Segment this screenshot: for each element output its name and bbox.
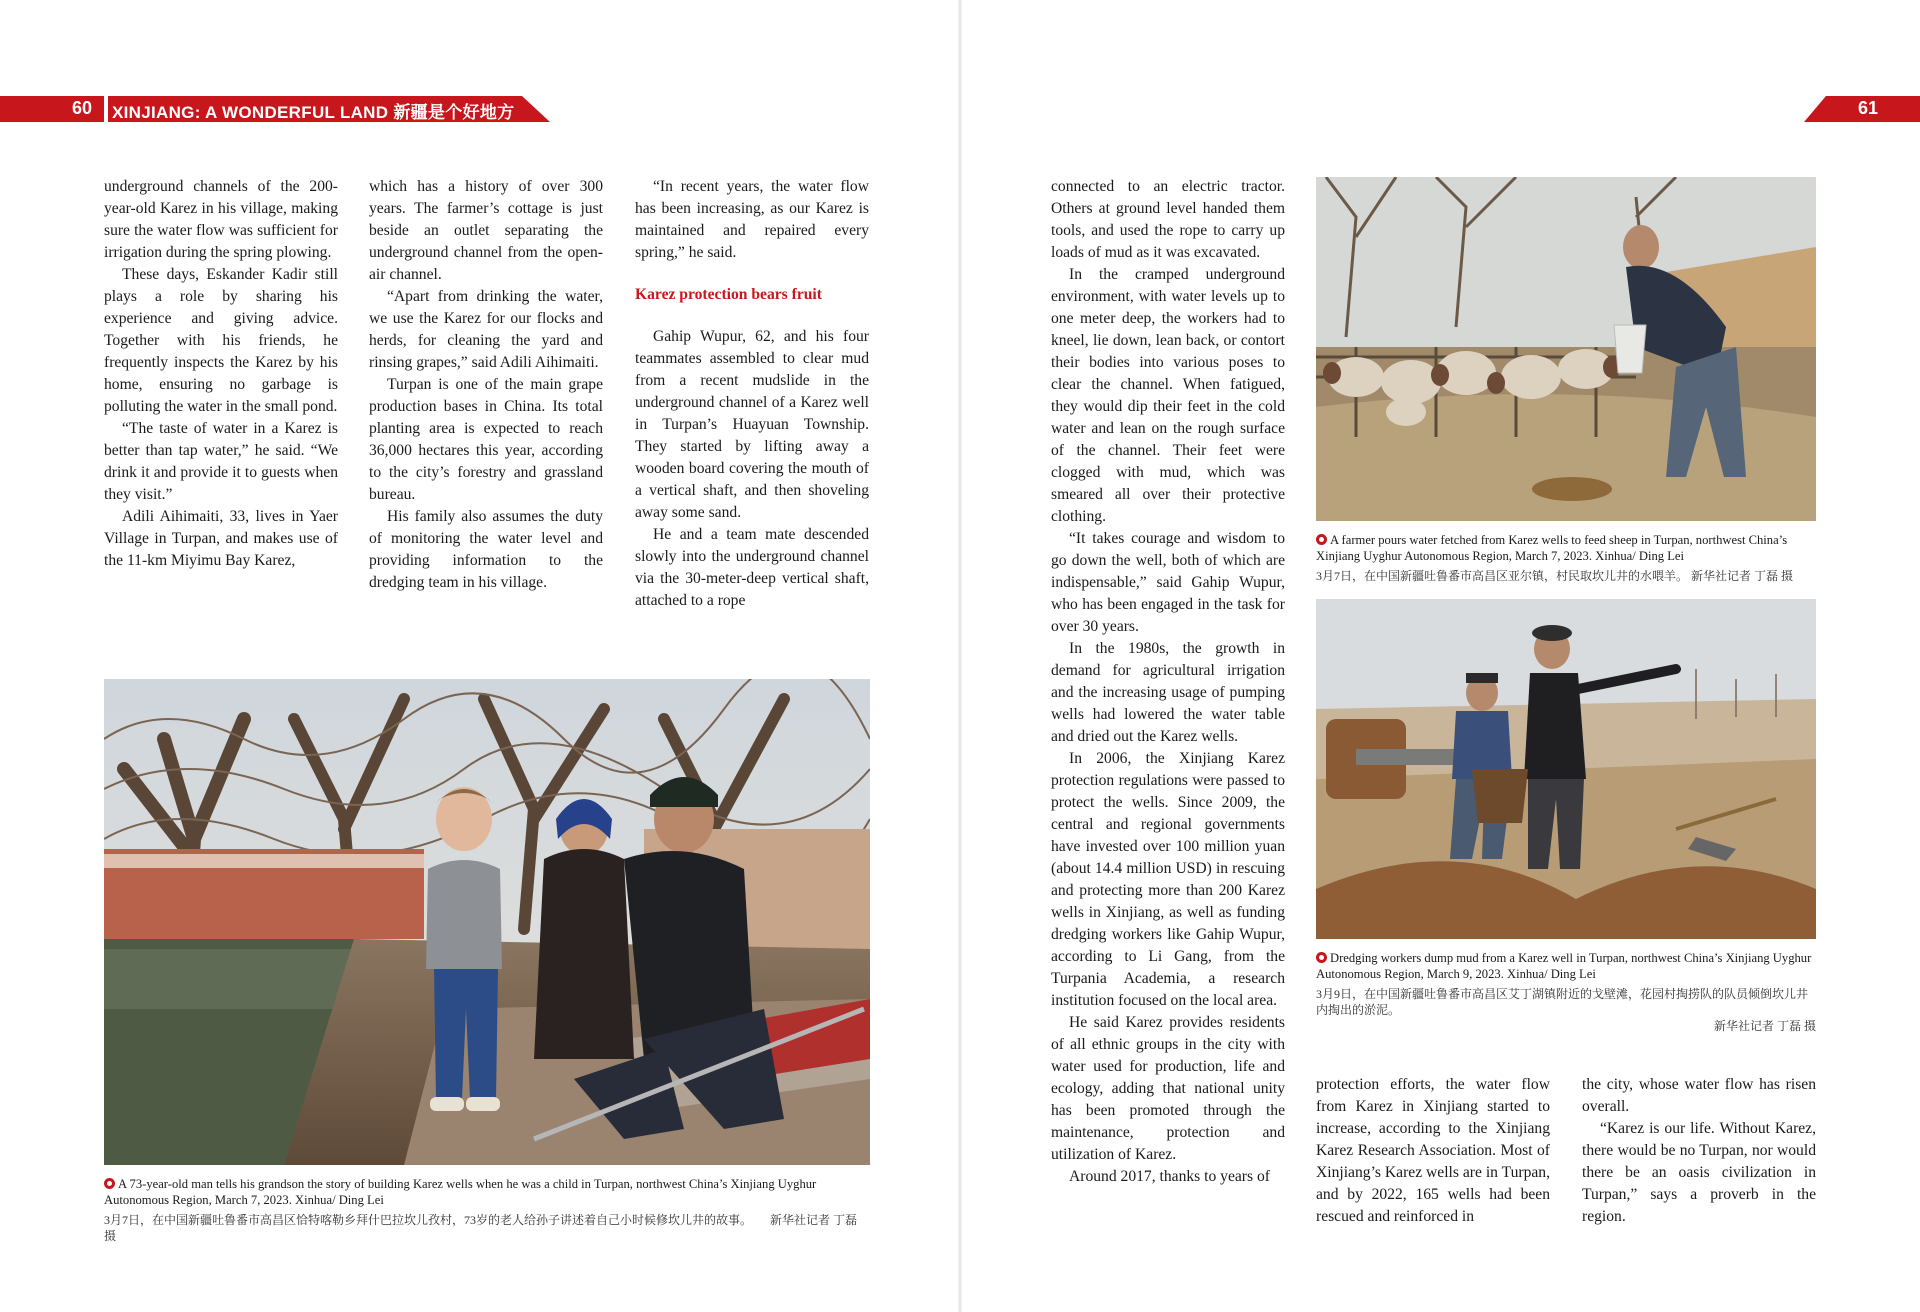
caption-credit: 新华社记者 丁磊 摄 [1713, 1019, 1816, 1033]
paragraph: Turpan is one of the main grape production bases in China. Its total planting area is expected to reach 36,000 hectares this year, according to the city’s forestry and grassland bureau. [369, 376, 603, 503]
paragraph: underground channels of the 200-year-old Karez in his village, making sure the water flow was sufficient for irrigation during the spring plowing. [104, 178, 338, 261]
paragraph: Adili Aihimaiti, 33, lives in Yaer Village in Turpan, and makes use of the 11-km Miyimu Bay Karez, [104, 508, 338, 569]
xinhua-logo-icon [1316, 534, 1327, 545]
paragraph: Around 2017, thanks to years of [1069, 1168, 1270, 1185]
caption-chinese: 3月7日，在中国新疆吐鲁番市高昌区恰特喀勒乡拜什巴拉坎儿孜村，73岁的老人给孙子讲述着自己小时候修坎儿井的故事。 [104, 1213, 747, 1227]
caption-photo-2 [1316, 532, 1816, 584]
left-page-number: 60 [72, 98, 93, 118]
paragraph: “It takes courage and wisdom to go down the well, both of which are indispensable,” said Gahip Wupur, who has been engaged in the task for over 30 years. [1051, 530, 1285, 635]
xinhua-logo-icon [1316, 952, 1327, 963]
photo-farmer-sheep [1316, 177, 1816, 521]
paragraph: “Apart from drinking the water, we use the Karez for our flocks and herds, for cleaning the yard and rinsing grapes,” said Adili Aihimaiti. [369, 288, 603, 371]
paragraph: He said Karez provides residents of all ethnic groups in the city with water used for production, life and ecology, adding that national unity has been promoted through the maintenance, protection and utilization of Karez. [1051, 1014, 1285, 1163]
paragraph: “Karez is our life. Without Karez, there would be no Turpan, nor would there be an oasis civilization in Turpan,” says a proverb in the region. [1582, 1120, 1816, 1225]
paragraph: In the cramped underground environment, with water levels up to one meter deep, the workers had to kneel, lie down, lean back, or contort their bodies into various poses to clear the channel. When fatigued, they would dip their feet in the cold water and lean on the rough surface of the channel. Their feet were clogged with mud, which was smeared all over their protective clothing. [1051, 266, 1285, 525]
text-column-1 [104, 176, 338, 572]
caption-credit: 新华社记者 丁磊 摄 [104, 1213, 858, 1243]
subheading: Karez protection bears fruit [635, 286, 822, 303]
caption-photo-3 [1316, 950, 1816, 1034]
photo-dredging-workers [1316, 599, 1816, 939]
caption-english: A 73-year-old man tells his grandson the story of building Karez wells when he was a child in Turpan, northwest China’s Xinjiang Uyghur Autonomous Region, March 7, 2023. Xinhua/ Ding Lei [104, 1177, 817, 1207]
right-page-header [1804, 96, 1920, 122]
page-spine [958, 0, 962, 1312]
paragraph: connected to an electric tractor. Others at ground level handed them tools, and used the rope to carry up loads of mud as it was excavated. [1051, 178, 1285, 261]
text-column-6 [1582, 1074, 1816, 1228]
section-title: XINJIANG: A WONDERFUL LAND 新疆是个好地方 [112, 103, 515, 122]
paragraph: He and a team mate descended slowly into the underground channel via the 30-meter-deep vertical shaft, attached to a rope [635, 526, 869, 609]
header-divider [104, 96, 108, 122]
paragraph: “In recent years, the water flow has been increasing, as our Karez is maintained and repaired every spring,” he said. [635, 178, 869, 261]
left-page-header [0, 96, 550, 122]
paragraph: “The taste of water in a Karez is better than tap water,” he said. “We drink it and provide it to guests when they visit.” [104, 420, 338, 503]
paragraph: His family also assumes the duty of monitoring the water level and providing information to the dredging team in his village. [369, 508, 603, 591]
xinhua-logo-icon [104, 1178, 115, 1189]
paragraph: the city, whose water flow has risen overall. [1582, 1076, 1816, 1115]
paragraph: Gahip Wupur, 62, and his four teammates assembled to clear mud from a recent mudslide in the underground channel of a Karez well in Turpan’s Huayuan Township. They started by lifting away a wooden board covering the mouth of a vertical shaft, and then shoveling away some sand. [635, 328, 869, 521]
caption-chinese: 3月9日，在中国新疆吐鲁番市高昌区艾丁湖镇附近的戈壁滩，花园村掏捞队的队员倾倒坎儿井内掏出的淤泥。 [1316, 987, 1809, 1017]
paragraph: In the 1980s, the growth in demand for agricultural irrigation and the increasing usage of pumping wells had lowered the water table and dried out the Karez wells. [1051, 640, 1285, 745]
paragraph: which has a history of over 300 years. The farmer’s cottage is just beside an outlet separating the underground channel from the open-air channel. [369, 178, 603, 283]
paragraph: protection efforts, the water flow from Karez in Xinjiang started to increase, according to the Xinjiang Karez Research Association. Most of Xinjiang’s Karez wells are in Turpan, and by 2022, 165 wells had been rescued and reinforced in [1316, 1076, 1550, 1225]
caption-english: Dredging workers dump mud from a Karez well in Turpan, northwest China’s Xinjiang Uyghur Autonomous Region, March 9, 2023. Xinhua/ Ding Lei [1316, 951, 1812, 981]
text-column-3 [635, 176, 869, 612]
caption-credit: 新华社记者 丁磊 摄 [1691, 569, 1794, 583]
text-column-4 [1051, 176, 1285, 1188]
paragraph: In 2006, the Xinjiang Karez protection regulations were passed to protect the wells. Since 2009, the central and regional governments have invested over 100 million yuan (about 14.4 million USD) in rescuing and protecting more than 200 Karez wells in Xinjiang, as well as funding dredging workers like Gahip Wupur, according to Li Gang, from the Turpania Academia, a research institution focused on the local area. [1051, 750, 1285, 1009]
caption-chinese: 3月7日，在中国新疆吐鲁番市高昌区亚尔镇，村民取坎儿井的水喂羊。 [1316, 569, 1689, 583]
right-page-number: 61 [1858, 98, 1879, 118]
photo-grandfather-grandson [104, 679, 870, 1165]
text-column-5 [1316, 1074, 1550, 1228]
caption-photo-1 [104, 1176, 870, 1244]
caption-english: A farmer pours water fetched from Karez wells to feed sheep in Turpan, northwest China’s Xinjiang Uyghur Autonomous Region, March 7, 2023. Xinhua/ Ding Lei [1316, 533, 1788, 563]
text-column-2 [369, 176, 603, 594]
paragraph: These days, Eskander Kadir still plays a role by sharing his experience and giving advice. Together with his friends, he frequently inspects the Karez by his home, ensuring no garbage is polluting the water in the small pond. [104, 266, 338, 415]
